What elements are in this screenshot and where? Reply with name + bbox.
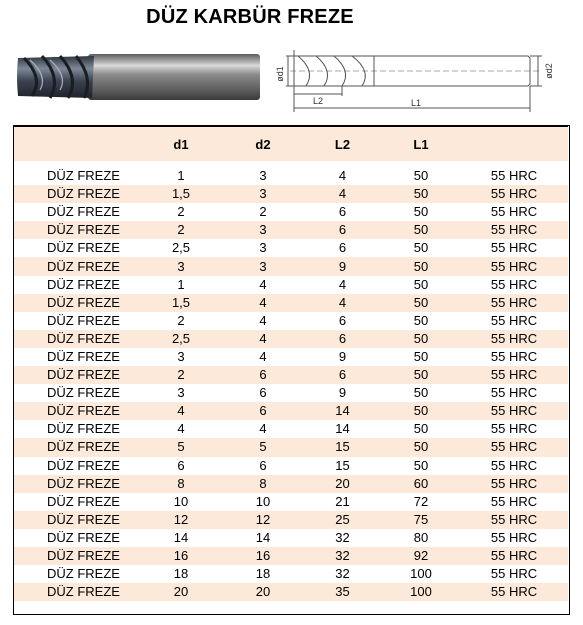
cell-hardness: 55 HRC [460, 511, 568, 529]
cell-hardness: 55 HRC [460, 257, 568, 275]
table-row [14, 221, 568, 239]
cell-d1: 2,5 [139, 239, 223, 257]
cell-name: DÜZ FREZE [14, 438, 139, 456]
cell-l1: 50 [382, 366, 460, 384]
cell-name: DÜZ FREZE [14, 239, 139, 257]
cell-d1: 1,5 [139, 185, 223, 203]
header-d1: d1 [139, 127, 223, 165]
cell-l1: 50 [382, 257, 460, 275]
table-row [14, 276, 568, 294]
cell-l1: 50 [382, 457, 460, 475]
cell-l1: 50 [382, 438, 460, 456]
cell-l2: 15 [303, 457, 382, 475]
table-row [14, 420, 568, 438]
cell-d2: 4 [223, 420, 303, 438]
cell-d2: 8 [223, 475, 303, 493]
cell-name: DÜZ FREZE [14, 294, 139, 312]
cell-d2: 4 [223, 294, 303, 312]
table-row [14, 164, 568, 185]
cell-l2: 35 [303, 583, 382, 601]
cell-d2: 6 [223, 366, 303, 384]
cell-l2: 20 [303, 475, 382, 493]
cell-d2: 18 [223, 565, 303, 583]
table-body [14, 164, 568, 601]
cell-hardness: 55 HRC [460, 475, 568, 493]
cell-l2: 32 [303, 565, 382, 583]
cell-d1: 2,5 [139, 330, 223, 348]
cell-hardness: 55 HRC [460, 402, 568, 420]
cell-l1: 50 [382, 294, 460, 312]
spec-table [14, 126, 568, 601]
header-hardness [460, 127, 568, 165]
cell-d1: 3 [139, 384, 223, 402]
cell-l2: 6 [303, 221, 382, 239]
page-title: DÜZ KARBÜR FREZE [146, 6, 354, 28]
table-row [14, 475, 568, 493]
cell-name: DÜZ FREZE [14, 330, 139, 348]
cell-l1: 72 [382, 493, 460, 511]
cell-name: DÜZ FREZE [14, 475, 139, 493]
cell-hardness: 55 HRC [460, 276, 568, 294]
cell-l1: 50 [382, 348, 460, 366]
cell-hardness: 55 HRC [460, 384, 568, 402]
cell-l1: 50 [382, 384, 460, 402]
cell-d2: 20 [223, 583, 303, 601]
cell-name: DÜZ FREZE [14, 493, 139, 511]
cell-hardness: 55 HRC [460, 457, 568, 475]
cell-l2: 15 [303, 438, 382, 456]
cell-l2: 9 [303, 348, 382, 366]
cell-d2: 2 [223, 203, 303, 221]
cell-d1: 6 [139, 457, 223, 475]
cell-name: DÜZ FREZE [14, 402, 139, 420]
cell-hardness: 55 HRC [460, 438, 568, 456]
l1-label: L1 [410, 98, 422, 108]
cell-l2: 14 [303, 420, 382, 438]
cell-l2: 32 [303, 529, 382, 547]
cell-hardness: 55 HRC [460, 348, 568, 366]
cell-name: DÜZ FREZE [14, 583, 139, 601]
cell-hardness: 55 HRC [460, 583, 568, 601]
cell-name: DÜZ FREZE [14, 565, 139, 583]
header-l1: L1 [382, 127, 460, 165]
d2-label: ød2 [544, 63, 554, 79]
cell-d2: 3 [223, 185, 303, 203]
cell-d2: 16 [223, 547, 303, 565]
table-row [14, 185, 568, 203]
cell-hardness: 55 HRC [460, 366, 568, 384]
cell-hardness: 55 HRC [460, 312, 568, 330]
cell-l2: 14 [303, 402, 382, 420]
end-mill-photo [14, 50, 262, 104]
technical-drawing [275, 46, 570, 116]
d1-label: ød1 [275, 66, 285, 82]
cell-name: DÜZ FREZE [14, 221, 139, 239]
table-row [14, 493, 568, 511]
table-row [14, 529, 568, 547]
cell-d1: 1 [139, 276, 223, 294]
cell-l2: 4 [303, 294, 382, 312]
cell-name: DÜZ FREZE [14, 185, 139, 203]
cell-d1: 4 [139, 402, 223, 420]
cell-d2: 3 [223, 257, 303, 275]
cell-hardness: 55 HRC [460, 529, 568, 547]
cell-name: DÜZ FREZE [14, 384, 139, 402]
cell-name: DÜZ FREZE [14, 511, 139, 529]
cell-hardness: 55 HRC [460, 565, 568, 583]
cell-hardness: 55 HRC [460, 330, 568, 348]
cell-d2: 4 [223, 330, 303, 348]
cell-d1: 1 [139, 164, 223, 185]
table-row [14, 348, 568, 366]
table-row [14, 203, 568, 221]
cell-l2: 9 [303, 384, 382, 402]
cell-d1: 3 [139, 348, 223, 366]
cell-l2: 6 [303, 330, 382, 348]
cell-name: DÜZ FREZE [14, 529, 139, 547]
cell-d1: 2 [139, 203, 223, 221]
cell-hardness: 55 HRC [460, 185, 568, 203]
cell-name: DÜZ FREZE [14, 366, 139, 384]
cell-d2: 5 [223, 438, 303, 456]
cell-d2: 4 [223, 348, 303, 366]
cell-d1: 2 [139, 221, 223, 239]
cell-d2: 4 [223, 312, 303, 330]
cell-d1: 16 [139, 547, 223, 565]
table-row [14, 384, 568, 402]
cell-name: DÜZ FREZE [14, 457, 139, 475]
cell-d1: 20 [139, 583, 223, 601]
cell-d2: 10 [223, 493, 303, 511]
cell-d1: 3 [139, 257, 223, 275]
table-row [14, 294, 568, 312]
cell-l1: 75 [382, 511, 460, 529]
cell-l1: 50 [382, 221, 460, 239]
cell-hardness: 55 HRC [460, 294, 568, 312]
cell-l1: 100 [382, 583, 460, 601]
cell-l1: 50 [382, 420, 460, 438]
cell-l2: 4 [303, 164, 382, 185]
cell-name: DÜZ FREZE [14, 312, 139, 330]
cell-hardness: 55 HRC [460, 547, 568, 565]
cell-l2: 6 [303, 312, 382, 330]
cell-d1: 18 [139, 565, 223, 583]
cell-l2: 4 [303, 276, 382, 294]
cell-l1: 50 [382, 330, 460, 348]
cell-d2: 3 [223, 164, 303, 185]
cell-l1: 50 [382, 164, 460, 185]
table-row [14, 547, 568, 565]
table-row [14, 239, 568, 257]
table-header-row [14, 127, 568, 165]
cell-d1: 4 [139, 420, 223, 438]
cell-l2: 25 [303, 511, 382, 529]
cell-d1: 14 [139, 529, 223, 547]
cell-d2: 3 [223, 239, 303, 257]
cell-l2: 21 [303, 493, 382, 511]
table-row [14, 402, 568, 420]
spec-table-wrapper [14, 126, 568, 601]
table-row [14, 257, 568, 275]
cell-name: DÜZ FREZE [14, 203, 139, 221]
cell-d1: 2 [139, 312, 223, 330]
table-row [14, 457, 568, 475]
table-row [14, 366, 568, 384]
cell-d1: 2 [139, 366, 223, 384]
cell-l2: 6 [303, 366, 382, 384]
cell-l2: 4 [303, 185, 382, 203]
cell-d1: 8 [139, 475, 223, 493]
cell-name: DÜZ FREZE [14, 420, 139, 438]
cell-l2: 32 [303, 547, 382, 565]
cell-d2: 12 [223, 511, 303, 529]
cell-l1: 50 [382, 276, 460, 294]
cell-l1: 60 [382, 475, 460, 493]
cell-l1: 50 [382, 185, 460, 203]
table-row [14, 583, 568, 601]
cell-d1: 10 [139, 493, 223, 511]
cell-hardness: 55 HRC [460, 420, 568, 438]
l2-label: L2 [312, 96, 324, 106]
cell-d2: 4 [223, 276, 303, 294]
cell-l2: 6 [303, 239, 382, 257]
cell-l1: 50 [382, 239, 460, 257]
cell-d1: 12 [139, 511, 223, 529]
table-row [14, 565, 568, 583]
cell-name: DÜZ FREZE [14, 257, 139, 275]
cell-l1: 50 [382, 402, 460, 420]
cell-d2: 6 [223, 384, 303, 402]
cell-name: DÜZ FREZE [14, 348, 139, 366]
cell-l2: 6 [303, 203, 382, 221]
header-d2: d2 [223, 127, 303, 165]
cell-hardness: 55 HRC [460, 164, 568, 185]
cell-d1: 5 [139, 438, 223, 456]
cell-d2: 6 [223, 457, 303, 475]
cell-d2: 6 [223, 402, 303, 420]
cell-l1: 100 [382, 565, 460, 583]
cell-d2: 3 [223, 221, 303, 239]
cell-d2: 14 [223, 529, 303, 547]
cell-l1: 80 [382, 529, 460, 547]
table-row [14, 312, 568, 330]
cell-name: DÜZ FREZE [14, 276, 139, 294]
cell-l1: 50 [382, 203, 460, 221]
header-l2: L2 [303, 127, 382, 165]
table-row [14, 511, 568, 529]
cell-l1: 92 [382, 547, 460, 565]
cell-d1: 1,5 [139, 294, 223, 312]
cell-hardness: 55 HRC [460, 493, 568, 511]
cell-l1: 50 [382, 312, 460, 330]
cell-l2: 9 [303, 257, 382, 275]
table-row [14, 330, 568, 348]
cell-name: DÜZ FREZE [14, 547, 139, 565]
table-row [14, 438, 568, 456]
cell-hardness: 55 HRC [460, 203, 568, 221]
cell-hardness: 55 HRC [460, 239, 568, 257]
cell-name: DÜZ FREZE [14, 164, 139, 185]
cell-hardness: 55 HRC [460, 221, 568, 239]
header-name [14, 127, 139, 165]
